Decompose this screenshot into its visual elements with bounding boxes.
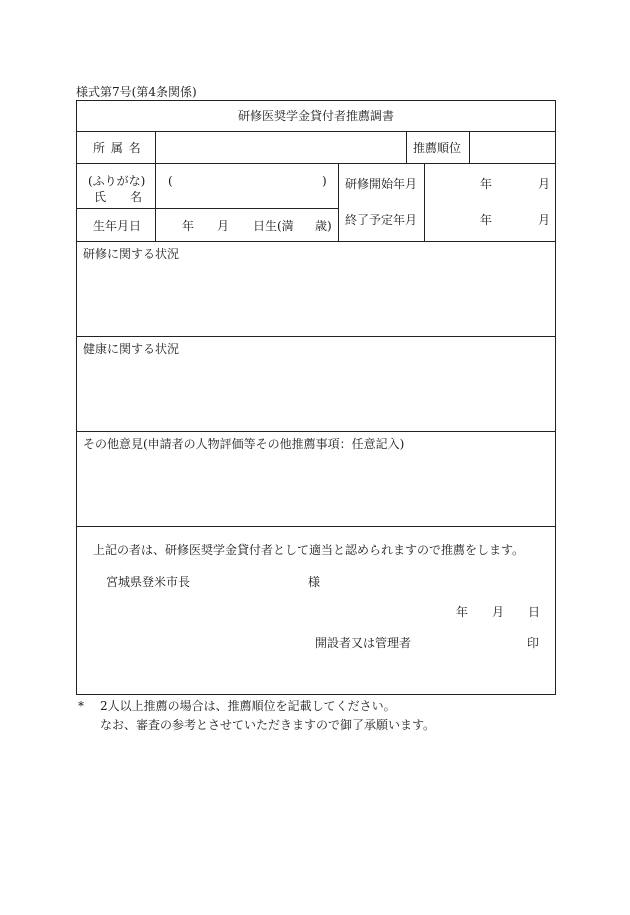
- form-number: 様式第7号(第4条関係): [76, 85, 197, 99]
- name-label-b: 名: [130, 190, 143, 204]
- rule-name-bottom: [76, 208, 338, 209]
- training-start-year: 年: [480, 177, 493, 191]
- recommendation-statement: 上記の者は、研修医奨学金貸付者として適当と認められますので推薦をします。: [93, 543, 525, 557]
- note-line-2: なお、審査の参考とさせていただきますので御了承願います。: [100, 718, 436, 732]
- health-status-label: 健康に関する状況: [83, 342, 180, 356]
- rule-affiliation-bottom: [76, 163, 556, 164]
- affiliation-label: 所 属 名: [93, 141, 142, 155]
- rule-training-bottom: [76, 336, 556, 337]
- rule-header-bottom: [76, 241, 556, 242]
- date-year: 年: [456, 605, 469, 619]
- training-start-month: 月: [538, 177, 551, 191]
- form-title: 研修医奨学金貸付者推薦調書: [237, 109, 394, 123]
- rule-rank-right: [469, 131, 470, 163]
- rule-label-col: [155, 131, 156, 241]
- date-month: 月: [492, 605, 505, 619]
- rule-other-bottom: [76, 526, 556, 527]
- note-asterisk: *: [78, 699, 84, 713]
- rule-title-bottom: [76, 131, 556, 132]
- training-status-label: 研修に関する状況: [83, 247, 180, 261]
- training-end-year: 年: [480, 213, 493, 227]
- birth-age: 歳): [315, 219, 332, 233]
- rule-period-label-right: [424, 163, 425, 241]
- addressee: 宮城県登米市長: [106, 575, 191, 589]
- rule-rank-left: [406, 131, 407, 163]
- date-day: 日: [528, 605, 541, 619]
- training-end-month: 月: [538, 213, 551, 227]
- birth-year: 年: [182, 219, 195, 233]
- name-label-a: 氏: [94, 190, 107, 204]
- rule-name-right: [338, 163, 339, 241]
- seal-mark: 印: [527, 636, 540, 650]
- note-line-1: 2人以上推薦の場合は、推薦順位を記載してください。: [100, 699, 396, 713]
- signer-label: 開設者又は管理者: [315, 636, 412, 650]
- training-start-label: 研修開始年月: [345, 177, 418, 191]
- birth-day: 日生(満: [253, 219, 294, 233]
- paren-close: ): [322, 174, 327, 188]
- birthdate-label: 生年月日: [93, 219, 142, 233]
- honorific: 様: [308, 575, 321, 589]
- rule-health-bottom: [76, 431, 556, 432]
- other-opinion-label: その他意見(申請者の人物評価等その他推薦事項：任意記入): [83, 437, 405, 451]
- birth-month: 月: [217, 219, 230, 233]
- paren-open: (: [168, 174, 173, 188]
- furigana-label: (ふりがな): [88, 174, 146, 188]
- training-end-label: 終了予定年月: [345, 213, 418, 227]
- rank-label: 推薦順位: [413, 141, 462, 155]
